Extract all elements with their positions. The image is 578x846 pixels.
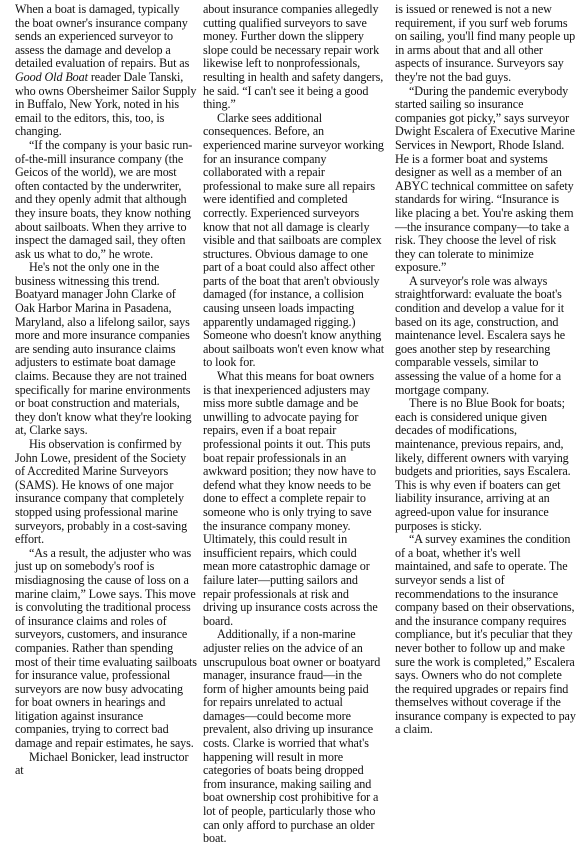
article-column-2 [203, 3, 384, 846]
paragraph-text: reader Dale Tanski, who owns Obersheimer Sailor Supply in Buffalo, New York, noted in his email to the editors, this, too, is changing. [15, 69, 197, 139]
paragraph: What this means for boat owners is that inexperienced adjusters may miss more subtle damage and be unwilling to advocate paying for repairs, even if a boat repair professional points it out. This puts boat repair professionals in an awkward position; they now have to defend what they know needs to be done to effect a complete repair to someone who is only trying to save the insurance company money. Ultimately, this could result in insufficient repairs, which could mean more catastrophic damage or failure later—putting sailors and repair professionals at risk and driving up insurance costs across the board. [203, 369, 378, 628]
paragraph: “A survey examines the condition of a boat, whether it's well maintained, and safe to operate. The surveyor sends a list of recommendations to the insurance company based on their observations, and the insurance company requires compliance, but it's peculiar that they never bother to follow up and make sure the work is completed,” Escalera says. Owners who do not complete the required upgrades or repairs find themselves without coverage if the insurance company is expected to pay a claim. [395, 532, 576, 737]
article-column-1 [15, 3, 197, 778]
paragraph: There is no Blue Book for boats; each is considered unique given decades of modifications, maintenance, previous repairs, and, likely, different owners with varying budgets and priorities, says Escalera. This is why even if boaters can get liability insurance, arriving at an agreed-upon value for insurance purposes is sticky. [395, 396, 571, 533]
paragraph: “As a result, the adjuster who was just up on somebody's roof is misdiagnosing the cause of loss on a marine claim,” Lowe says. This move is convoluting the traditional process of insurance claims and roles of surveyors, customers, and insurance companies. Rather than spending most of their time evaluating sailboats for insurance value, professional surveyors are now busy advocating for boat owners in hearings and litigation against insurance companies, trying to correct bad damage and repair estimates, he says. [15, 545, 197, 751]
magazine-title: Good Old Boat [15, 69, 88, 84]
paragraph: A surveyor's role was always straightforward: evaluate the boat's condition and develop a value for it based on its age, construction, and maintenance level. Escalera says he goes another step by researching comparable vessels, similar to assessing the value of a home for a mortgage company. [395, 273, 566, 397]
paragraph: Additionally, if a non-marine adjuster relies on the advice of an unscrupulous boat owner or boatyard manager, insurance fraud—in the form of higher amounts being paid for repairs unrelated to actual damages—could become more prevalent, also driving up insurance costs. Clarke is worried that what's happening will result in more categories of boats being dropped from insurance, making sailing and boat ownership cost prohibitive for a lot of people, particularly those who can only afford to purchase an older boat. [203, 627, 381, 846]
paragraph [15, 3, 197, 139]
article-column-3 [395, 3, 576, 737]
paragraph: “If the company is your basic run-of-the-mill insurance company (the Geicos of the world), we are most often contacted by the underwriter, and they openly admit that although they insure boats, they know nothing about sailboats. When they arrive to inspect the damaged sail, they often ask us what to do,” he wrote. [15, 137, 193, 261]
paragraph: Michael Bonicker, lead instructor at [15, 749, 189, 778]
paragraph: “During the pandemic everybody started sailing so insurance companies got picky,” says surveyor Dwight Escalera of Executive Marine Services in Newport, Rhode Island. He is a former boat and systems designer as well as a member of an ABYC technical committee on safety standards for wiring. “Insurance is like placing a bet. You're asking them—the insurance company—to take a risk. They choose the level of risk they can tolerate to minimize exposure.” [395, 83, 575, 275]
paragraph: Clarke sees additional consequences. Before, an experienced marine surveyor working for an insurance company collaborated with a repair professional to make sure all repairs were identified and completed correctly. Experienced surveyors know that not all damage is clearly visible and that sailboats are complex structures. Obvious damage to one part of a boat could also affect other parts of the boat that aren't obviously damaged (for instance, a collision causing unseen loads impacting apparently undamaged rigging.) Someone who doesn't know anything about sailboats won't even know what to look for. [203, 110, 384, 370]
paragraph: about insurance companies allegedly cutting qualified surveyors to save money. Further down the slippery slope could be necessary repair work likewise left to nonprofessionals, resulting in health and safety dangers, he said. “I can't see it being a good thing.” [203, 2, 384, 112]
paragraph: is issued or renewed is not a new requirement, if you surf web forums on sailing, you'll find many people up in arms about that and all other aspects of insurance. Surveyors say they're not the bad guys. [395, 2, 576, 84]
paragraph: His observation is confirmed by John Lowe, president of the Society of Accredited Marine Surveyors (SAMS). He knows of one major insurance company that completely stopped using professional marine surveyors, probably in a cost-saving effort. [15, 437, 188, 547]
paragraph-text: When a boat is damaged, typically the boat owner's insurance company sends an experienced surveyor to assess the damage and develop a detailed evaluation of repairs. But as [15, 2, 190, 71]
paragraph: He's not the only one in the business witnessing this trend. Boatyard manager John Clarke of Oak Harbor Marina in Pasadena, Maryland, also a lifelong sailor, says more and more insurance companies are sending auto insurance claims adjusters to estimate boat damage claims. Because they are not trained specifically for marine environments or boat construction and materials, they don't know what they're looking at, Clarke says. [15, 260, 192, 438]
